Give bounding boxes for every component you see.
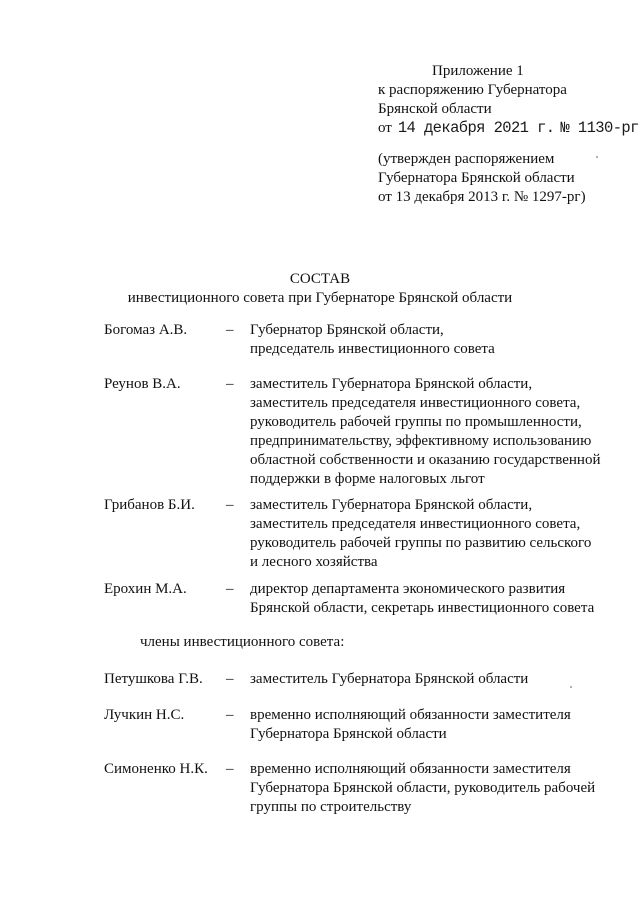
description-line: заместитель Губернатора Брянской области [250,671,529,687]
description-line: руководитель рабочей группы по промышленности, [250,414,582,430]
member-description [250,706,626,744]
member-dash: – [226,581,234,597]
member-name: Симоненко Н.К. [104,761,208,777]
member-description [250,580,626,618]
description-line: поддержки в форме налоговых льгот [250,471,485,487]
member-name: Грибанов Б.И. [104,497,195,513]
description-line: заместитель Губернатора Брянской области, [250,376,533,392]
member-name: Реунов В.А. [104,376,181,392]
appendix-block [378,62,639,138]
description-line: и лесного хозяйства [250,554,378,570]
member-name: Ерохин М.А. [104,581,187,597]
description-line: председатель инвестиционного совета [250,341,495,357]
description-line: Губернатор Брянской области, [250,322,444,338]
member-name: Петушкова Г.В. [104,671,203,687]
appendix-line-2: Брянской области [378,101,492,117]
scan-speck [570,686,572,688]
member-dash: – [226,761,234,777]
description-line: Брянской области, секретарь инвестиционного совета [250,600,595,616]
member-name: Богомаз А.В. [104,322,188,338]
description-line: заместитель Губернатора Брянской области, [250,497,533,513]
description-line: руководитель рабочей группы по развитию сельского [250,535,592,551]
member-description [250,321,626,359]
approved-line-3: от 13 декабря 2013 г. № 1297-рг) [378,189,586,205]
appendix-line-1: к распоряжению Губернатора [378,82,567,98]
description-line: директор департамента экономического развития [250,581,566,597]
description-line: областной собственности и оказанию государственной [250,452,601,468]
appendix-date-line [378,119,639,138]
member-dash: – [226,376,234,392]
description-line: временно исполняющий обязанности заместителя [250,761,571,777]
member-dash: – [226,322,234,338]
description-line: Губернатора Брянской области, руководитель рабочей [250,780,596,796]
description-line: временно исполняющий обязанности заместителя [250,707,571,723]
member-dash: – [226,497,234,513]
member-dash: – [226,671,234,687]
approved-line-2: Губернатора Брянской области [378,170,575,186]
member-description [250,375,626,489]
description-line: заместитель председателя инвестиционного совета, [250,516,581,532]
scan-speck [596,156,598,158]
appendix-number: № 1130-рг [560,119,639,137]
members-section-label: члены инвестиционного совета: [140,634,345,650]
member-description [250,496,626,572]
document-subtitle: инвестиционного совета при Губернаторе Брянской области [127,290,513,306]
document-title: СОСТАВ [289,271,351,287]
appendix-date-prefix: от [378,120,392,136]
approved-line-1: (утвержден распоряжением [378,151,555,167]
description-line: группы по строительству [250,799,412,815]
description-line: заместитель председателя инвестиционного совета, [250,395,581,411]
appendix-date: 14 декабря 2021 г. [397,119,555,137]
member-description [250,760,626,817]
appendix-title: Приложение 1 [432,63,524,79]
description-line: предпринимательству, эффективному использованию [250,433,592,449]
description-line: Губернатора Брянской области [250,726,447,742]
member-name: Лучкин Н.С. [104,707,185,723]
member-dash: – [226,707,234,723]
approved-note [378,150,633,207]
